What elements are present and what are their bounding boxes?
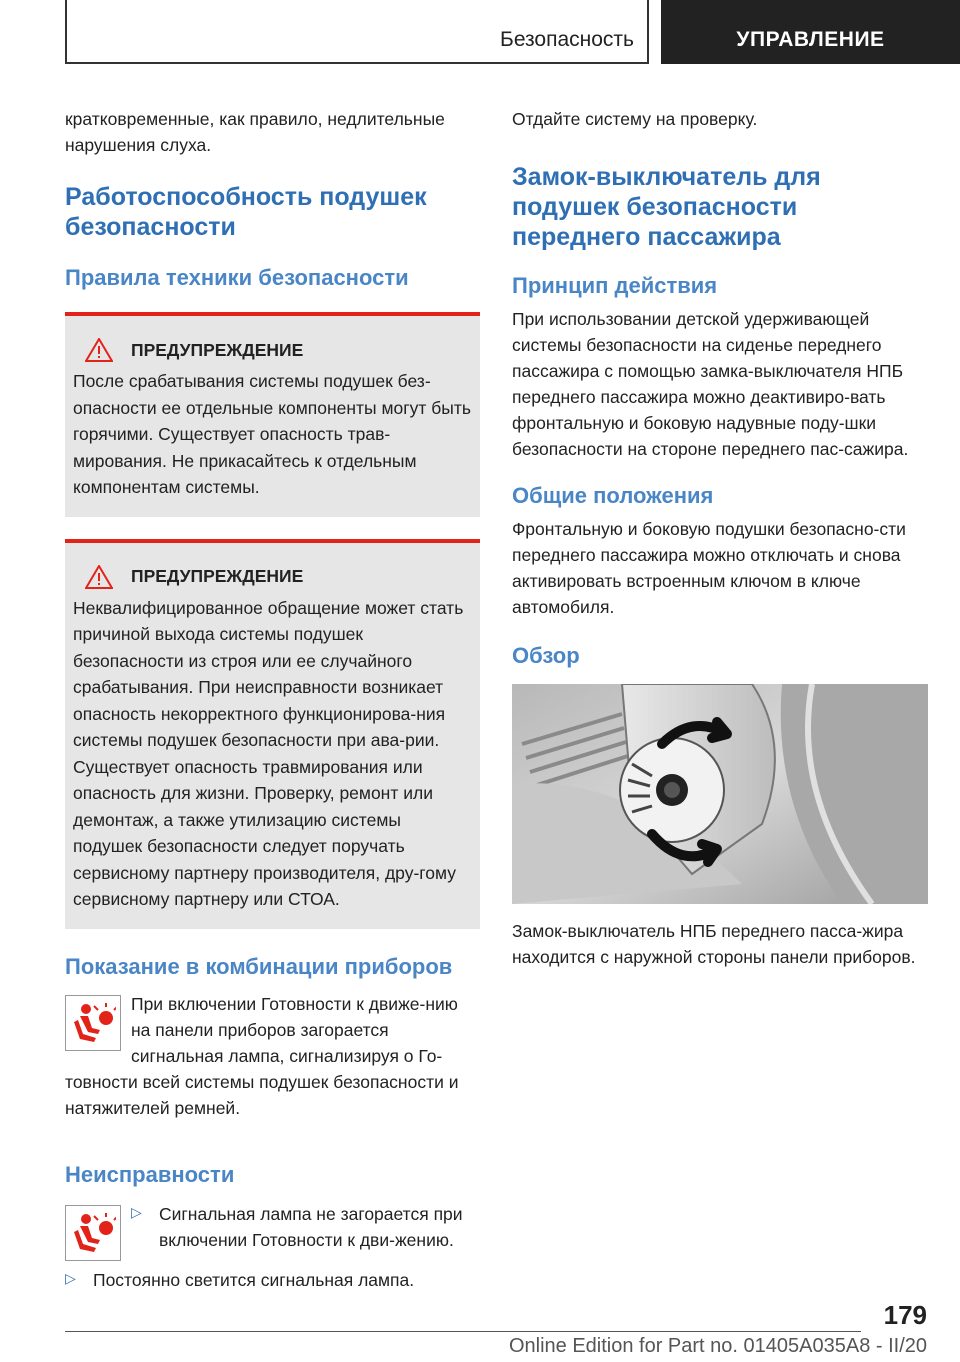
indicator-text: При включении Готовности к движе-нию на панели приборов загорается сигнальная лампа, сигнализируя о Го-товности всей системы подушек безопасности и натяжителей ремней. [65,993,459,1118]
airbag-warning-lamp-icon [65,995,121,1051]
heading-safety-rules: Правила техники безопасности [65,265,409,290]
fault-text-1: Сигнальная лампа не загорается при включении Готовности к дви-жению. [159,1203,463,1250]
left-intro-text: кратковременные, как правило, недлительные нарушения слуха. [65,109,445,155]
page-number: 179 [883,1300,927,1330]
heading-overview: Обзор [512,643,580,668]
header-rule-mid [647,0,649,64]
fault-text-2: Постоянно светится сигнальная лампа. [93,1269,415,1290]
airbag-switch-photo [512,684,928,904]
heading-general: Общие положения [512,483,714,508]
warning-triangle-icon [85,565,113,589]
footer-rule [65,1331,861,1332]
indicator-block [65,991,480,1121]
heading-faults: Неисправности [65,1161,235,1187]
right-column [512,100,930,970]
triangle-bullet-icon: ▷ [65,1269,76,1286]
warning-box-1 [65,312,480,517]
warning-title-2 [73,565,472,589]
header-rule-bottom [65,62,649,64]
warning-title-text-1: ПРЕДУПРЕЖДЕНИЕ [131,339,304,360]
general-text: Фронтальную и боковую подушки безопасно-сти переднего пассажира можно отключать и снова активировать встроенным ключом в ключе автомобиля. [512,519,906,617]
left-column [65,100,480,1293]
triangle-bullet-icon: ▷ [131,1203,142,1220]
faults-block [65,1201,480,1293]
principle-text: При использовании детской удерживающей системы безопасности на сиденье переднего пассажира с помощью замка-выключателя НПБ переднего пассажира можно деактивиро-вать фронтальную и боковую надувные поду-шки безопасности на стороне переднего пас-сажира. [512,309,909,459]
warning-text-2: Неквалифицированное обращение может стать причиной выхода системы подушек безопасности из строя или ее случайного срабатывания. При неисправности возникает опасность некорректного функционирова-ния системы подушек безопасности при ава-рии. Существует опасность травмирования или опасность для жизни. Проверку, ремонт или демонтаж, а также утилизацию системы подушек безопасности следует поручать сервисному партнеру производителя, дру-гому сервисному партнеру или СТОА. [73,597,464,909]
warning-box-2 [65,539,480,929]
header-chapter-tab: УПРАВЛЕНИЕ [661,0,960,64]
photo-caption: Замок-выключатель НПБ переднего пасса-жира находится с наружной стороны панели приборов. [512,921,916,967]
header-section-title: Безопасность [500,28,634,51]
fault-item-2 [65,1267,480,1293]
right-intro-text: Отдайте систему на проверку. [512,109,758,129]
warning-text-1: После срабатывания системы подушек без-опасности ее отдельные компоненты могут быть горячими. Существует опасность трав-мирования. Не прикасайтесь к отдельным компонентам системы. [73,371,471,497]
fault-item-1 [131,1201,480,1253]
warning-title-text-2: ПРЕДУПРЕЖДЕНИЕ [131,566,304,586]
heading-airbag-function: Работоспособность подушек безопасности [65,183,427,241]
heading-instrument-cluster: Показание в комбинации приборов [65,953,453,979]
warning-title-1 [73,338,472,362]
heading-passenger-airbag-switch: Замок-выключатель для подушек безопасности переднего пассажира [512,163,821,251]
airbag-warning-lamp-icon [65,1205,121,1261]
warning-triangle-icon [85,338,113,362]
footer-edition-text: Online Edition for Part no. 01405A035A8 - II/20 [508,1335,927,1357]
header-rule-left [65,0,67,64]
heading-principle: Принцип действия [512,273,718,298]
